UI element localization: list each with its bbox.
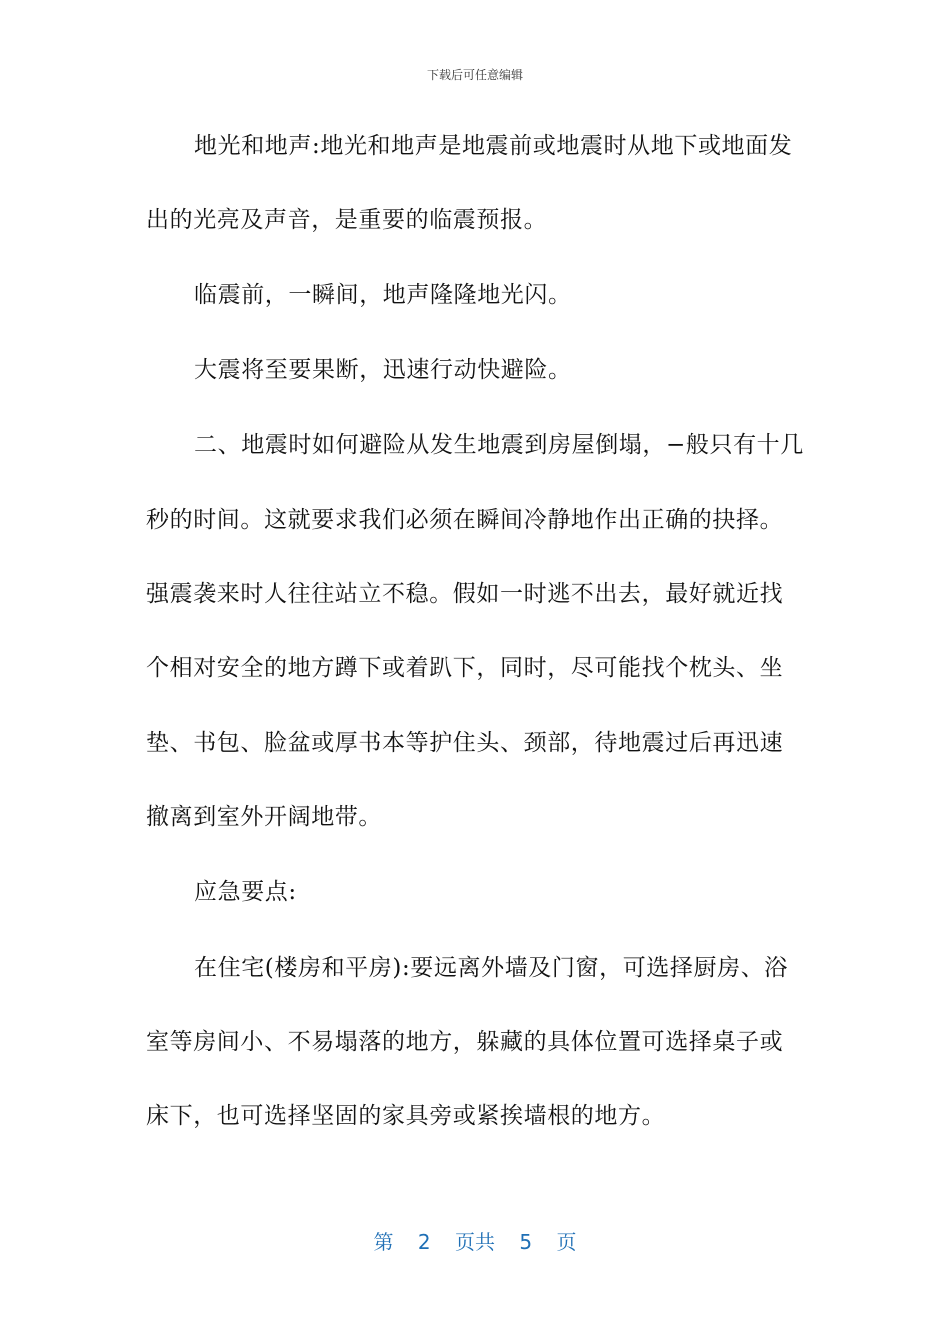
footer-total-pages: 5 — [519, 1230, 533, 1254]
paragraph-line: 床下，也可选择坚固的家具旁或紧挨墙根的地方。 — [146, 1103, 666, 1129]
page-footer — [0, 1226, 950, 1255]
paragraph-line: 撤离到室外开阔地带。 — [146, 804, 382, 830]
paragraph-line: 应急要点: — [194, 879, 297, 905]
paragraph-line: 室等房间小、不易塌落的地方，躲藏的具体位置可选择桌子或 — [146, 1029, 784, 1055]
paragraph-line: 出的光亮及声音，是重要的临震预报。 — [146, 207, 548, 233]
paragraph-line: 垫、书包、脸盆或厚书本等护住头、颈部，待地震过后再迅速 — [146, 730, 784, 756]
paragraph-line: 秒的时间。这就要求我们必须在瞬间冷静地作出正确的抉择。 — [146, 507, 784, 533]
paragraph-line: 二、地震时如何避险从发生地震到房屋倒塌，−般只有十几 — [194, 432, 804, 458]
footer-middle: 页共 — [455, 1230, 495, 1254]
paragraph-line: 强震袭来时人往往站立不稳。假如一时逃不出去，最好就近找 — [146, 581, 784, 607]
footer-page-number: 2 — [417, 1230, 431, 1254]
paragraph-line: 地光和地声:地光和地声是地震前或地震时从地下或地面发 — [194, 133, 793, 159]
header-note: 下载后可任意编辑 — [426, 68, 523, 82]
footer-suffix: 页 — [556, 1230, 577, 1254]
paragraph-line: 个相对安全的地方蹲下或着趴下，同时，尽可能找个枕头、坐 — [146, 655, 784, 681]
paragraph-line: 大震将至要果断，迅速行动快避险。 — [194, 357, 572, 383]
footer-prefix: 第 — [373, 1230, 394, 1254]
paragraph-line: 在住宅(楼房和平房):要远离外墙及门窗，可选择厨房、浴 — [194, 955, 788, 981]
paragraph-line: 临震前，一瞬间，地声隆隆地光闪。 — [194, 282, 572, 308]
